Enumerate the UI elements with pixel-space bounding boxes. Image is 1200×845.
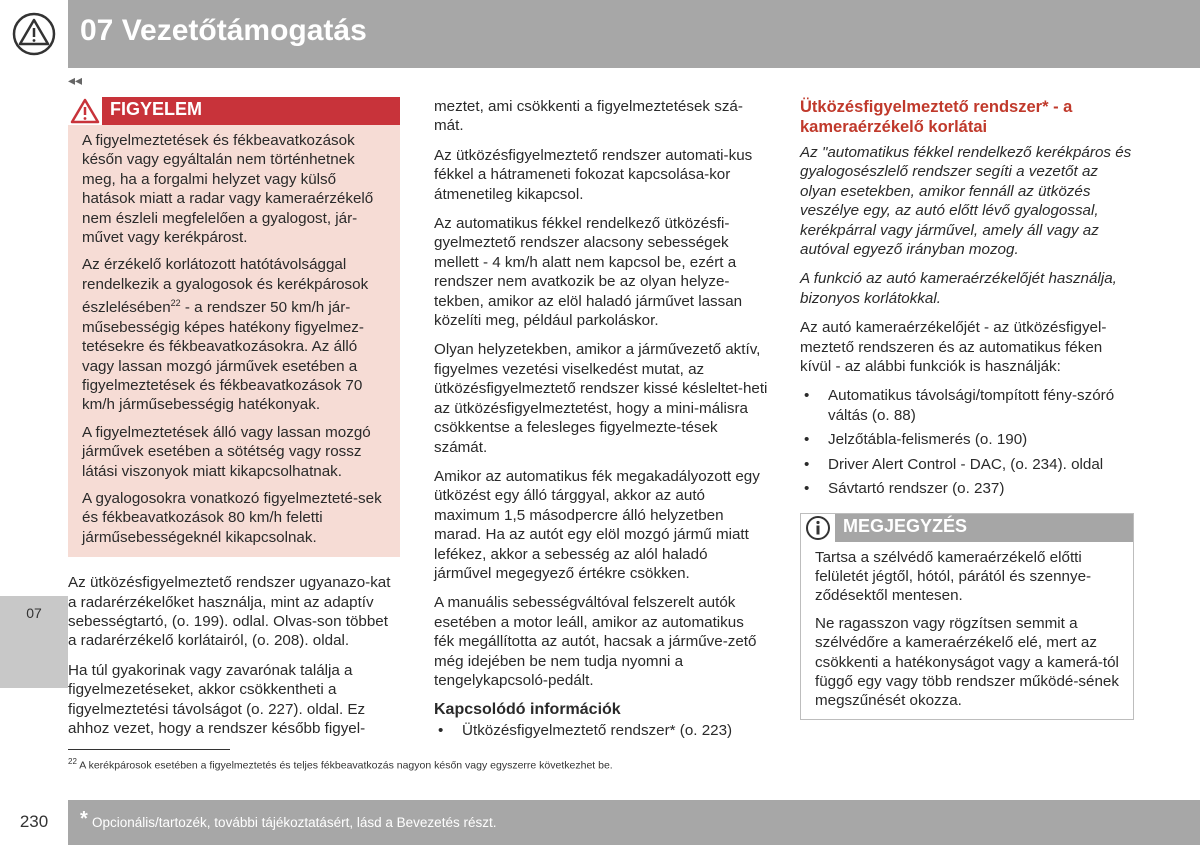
- warning-paragraph: [82, 255, 390, 414]
- warning-triangle-icon: [0, 0, 68, 68]
- header-icon-box: [0, 0, 68, 68]
- body-paragraph: Ha túl gyakorinak vagy zavarónak találja a figyelmezetéseket, akkor csökkentheti a figyelmeztetési távolságot (o. 227). oldal. Ez ahhoz vezet, hogy a rendszer később figyel-: [68, 661, 366, 738]
- note-paragraph: Tartsa a szélvédő kameraérzékelő előtti felületét jégtől, hótól, párától és szennye-ződésektől mentesen.: [815, 548, 1092, 605]
- page-number: 230: [19, 812, 49, 831]
- warning-icon-box: [68, 97, 102, 125]
- footnote-divider: [68, 749, 230, 750]
- intro-italic: A funkció az autó kameraérzékelőjét használja, bizonyos korlátokkal.: [800, 270, 1117, 307]
- warning-header: [68, 97, 400, 125]
- note-icon-box: [801, 514, 835, 542]
- body-paragraph: meztet, ami csökkenti a figyelmeztetések szá-mát.: [434, 98, 743, 135]
- footer-star: *: [80, 808, 88, 830]
- footnote-text: A kerékpárosok esetében a figyelmeztetés és teljes fékbeavatkozás nagyon későn vagy egyszerre következhet be.: [76, 759, 613, 772]
- warning-text: Az érzékelő korlátozott hatótávolsággal rendelkezik a gyalogosok és kerékpárosok észlelésében: [82, 256, 369, 317]
- warning-label: FIGYELEM: [110, 99, 203, 119]
- related-link[interactable]: • Ütközésfigyelmeztető rendszer* (o. 223): [434, 721, 768, 740]
- intro-italic: Az "automatikus fékkel rendelkező kerékpáros és gyalogosészlelő rendszer segíti a vezetőt az olyan esetekben, amikor fennáll az ütközés veszélye egy, az autó előtt lévő gyalogossal, kerékpárral vagy járművel, amely áll vagy az autóval egyező irányban mozog.: [800, 144, 1132, 259]
- body-paragraph: Az automatikus fékkel rendelkező ütközésfi-gyelmeztető rendszer alacsony sebességek mellett - 4 km/h alatt nem kapcsol be, ezért a rendszer nem avatkozik be az olyan helyze-tekben, amikor az elöl haladó járművet lassan közelíti meg, például parkoláskor.: [434, 215, 743, 330]
- warning-box: [68, 97, 400, 557]
- chapter-number: 07: [26, 605, 42, 621]
- footnote-ref[interactable]: 22: [170, 298, 181, 309]
- warning-paragraph: A figyelmeztetések és fékbeavatkozások későn vagy egyáltalán nem történhetnek meg, ha a forgalmi helyzet vagy külső hatások miatt a radar vagy kameraérzékelő nem észleli megfelelően a gyalogost, jár-művet vagy kerékpárost.: [82, 132, 374, 247]
- footer-text: Opcionális/tartozék, további tájékoztatásért, lásd a Bevezetés részt.: [92, 815, 497, 830]
- note-label: MEGJEGYZÉS: [843, 515, 968, 536]
- body-paragraph: Amikor az automatikus fék megakadályozott egy ütközést egy álló tárggyal, akkor az autó maximum 1,5 másodpercre álló helyzetben marad. Ha az autót egy elöl mozgó jármű miatt lefékez, akkor a sebesség az alól haladó járművel megegyező értékre csökken.: [434, 467, 760, 582]
- footnote-number: 22: [68, 757, 77, 766]
- list-item: • Driver Alert Control - DAC, (o. 234). oldal: [800, 455, 1132, 474]
- body-paragraph: Olyan helyzetekben, amikor a járművezető aktív, figyelmes vezetési viselkedést mutat, az ütközésfigyelmeztető rendszer kissé késleltet-heti az ütközésfigyelmeztetést, hogy a mini-málisra csökkentse a felesleges figyelmezte-tések számát.: [434, 341, 768, 456]
- function-list: [800, 386, 1132, 498]
- warning-triangle-icon: [68, 97, 102, 125]
- info-icon: [801, 514, 835, 542]
- footnote: [68, 757, 613, 772]
- body-paragraph: Az autó kameraérzékelőjét - az ütközésfigyel-meztető rendszeren és az automatikus féken kívül - az alábbi funkciók is használják:: [800, 319, 1107, 376]
- warning-paragraph: A gyalogosokra vonatkozó figyelmezteté-sek és fékbeavatkozások 80 km/h feletti járműsebességeknél kikapcsolnak.: [82, 489, 382, 546]
- chapter-sidebar: [0, 68, 68, 688]
- list-item: • Jelzőtábla-felismerés (o. 190): [800, 430, 1132, 449]
- note-body: [801, 542, 1133, 719]
- section-title: Ütközésfigyelmeztető rendszer* - a kameraérzékelő korlátai: [800, 98, 1073, 136]
- body-paragraph: Az ütközésfigyelmeztető rendszer ugyanazo-kat a radarérzékelőket használja, mint az adaptív sebességtartó, (o. 199). odlal. Olvas-son többet a radarérzékelő korlátairól, (o. 208). oldal.: [68, 574, 391, 650]
- note-paragraph: Ne ragasszon vagy rögzítsen semmit a szélvédőre a kameraérzékelő elé, mert az csökkenti a hatékonyságot vagy a kamerá-tól függő egy vagy több rendszer működé-sének megszűnését okozza.: [815, 614, 1119, 710]
- body-paragraph: A manuális sebességváltóval felszerelt autók esetében a motor leáll, amikor az automatikus fék megállította az autót, hacsak a járműve-zető még idejében be nem tudja nyomni a tengelykapcsoló-pedált.: [434, 594, 757, 689]
- column-right: [800, 97, 1132, 720]
- column-middle: [434, 97, 768, 746]
- page-title: 07 Vezetőtámogatás: [80, 14, 367, 47]
- warning-paragraph: A figyelmeztetések álló vagy lassan mozgó járművek esetében a sötétség vagy rossz látási viszonyok miatt kikapcsolhatnak.: [82, 423, 371, 480]
- note-box: [800, 513, 1134, 720]
- note-header: [801, 514, 1133, 542]
- related-info-heading: Kapcsolódó információk: [434, 701, 621, 719]
- warning-body: [68, 125, 400, 557]
- back-nav-icon[interactable]: ◂◂: [68, 72, 83, 88]
- page-header: [0, 0, 1200, 68]
- warning-text: - a rendszer 50 km/h jár-műsebességig képes hatékony figyelmez-tetésekre és fékbeavatkozásokra. Az álló vagy lassan mozgó járművek esetében a figyelmeztetések és fékbeavatkozások 70 km/h járműsebességig hatékonyak.: [82, 299, 364, 414]
- list-item: • Automatikus távolsági/tompított fény-szóró váltás (o. 88): [800, 386, 1132, 425]
- related-info-list: [434, 721, 768, 740]
- body-paragraph: Az ütközésfigyelmeztető rendszer automati-kus fékkel a hátrameneti fokozat kapcsolása-kor átmenetileg kikapcsol.: [434, 146, 753, 203]
- column-left: [68, 97, 400, 748]
- list-item: • Sávtartó rendszer (o. 237): [800, 479, 1132, 498]
